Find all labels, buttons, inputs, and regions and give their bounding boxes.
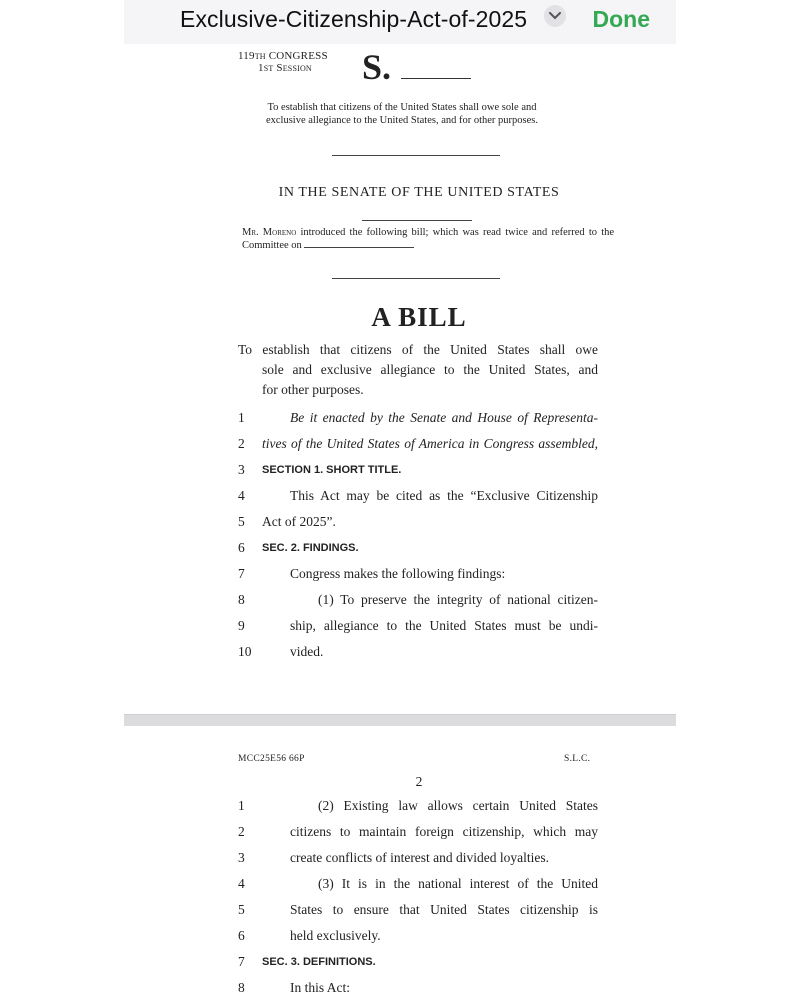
introduction-rest: introduced the following bill; which was read twice and referred to the Committee on: [242, 227, 615, 251]
section-heading: SEC. 2. FINDINGS.: [262, 542, 359, 554]
line-number: 1: [238, 798, 245, 813]
introduction-text: [242, 226, 614, 252]
sponsor-name: Mr. Moreno: [242, 227, 297, 238]
committee-blank: [304, 247, 414, 248]
right-margin: [676, 0, 800, 1000]
line-number: 1: [238, 410, 245, 425]
line-number: 2: [238, 436, 245, 451]
line-number: 3: [238, 850, 245, 865]
enacting-clause-line: tives of the United States of America in Congress assembled,: [262, 436, 598, 451]
long-title-line: sole and exclusive allegiance to the United States, and: [262, 362, 598, 377]
line-number: 6: [238, 928, 245, 943]
section-heading: SECTION 1. SHORT TITLE.: [262, 464, 402, 476]
text-line: citizens to maintain foreign citizenship, which may: [290, 824, 598, 839]
text-line: Congress makes the following findings:: [290, 566, 506, 581]
line-number: 5: [238, 902, 245, 917]
line-number: 4: [238, 876, 245, 891]
text-line: vided.: [290, 644, 324, 659]
line-number: 8: [238, 980, 245, 995]
divider: [332, 278, 500, 279]
page-number: 2: [415, 774, 423, 789]
line-number: 3: [238, 462, 245, 477]
text-line: This Act may be cited as the “Exclusive Citizenship: [290, 488, 598, 503]
line-number: 6: [238, 540, 245, 555]
line-number: 10: [238, 644, 252, 659]
line-number: 8: [238, 592, 245, 607]
text-line: Act of 2025”.: [262, 514, 336, 529]
text-line: (2) Existing law allows certain United States: [318, 798, 598, 813]
text-line: create conflicts of interest and divided loyalties.: [290, 850, 550, 865]
congress-number: 119th CONGRESS: [238, 50, 328, 62]
line-number: 2: [238, 824, 245, 839]
viewer-toolbar: [124, 0, 676, 45]
congress-label: [238, 50, 328, 74]
document-page-1: [124, 44, 676, 714]
line-number: 5: [238, 514, 245, 529]
bill-number: S.: [362, 47, 392, 87]
text-line: States to ensure that United States citizenship is: [290, 902, 598, 917]
done-button[interactable]: Done: [592, 6, 650, 32]
text-line: ship, allegiance to the United States must be undi-: [290, 618, 598, 633]
bill-heading: A BILL: [371, 302, 467, 332]
bill-number-blank: [401, 78, 471, 79]
page-header-right: S.L.C.: [564, 754, 591, 764]
purpose-statement: To establish that citizens of the United States shall owe sole and exclusive allegiance to the United States, and for other purposes.: [265, 102, 539, 126]
text-line: (1) To preserve the integrity of national citizen-: [318, 592, 598, 607]
divider: [362, 220, 472, 221]
line-number: 4: [238, 488, 245, 503]
long-title: [238, 340, 598, 400]
line-number: 9: [238, 618, 245, 633]
text-line: held exclusively.: [290, 928, 381, 943]
senate-heading: IN THE SENATE OF THE UNITED STATES: [278, 185, 560, 200]
page-header-left: MCC25E56 66P: [238, 754, 305, 764]
left-margin: [0, 0, 124, 1000]
text-line: In this Act:: [290, 980, 350, 995]
title-menu-chevron-icon[interactable]: [544, 5, 566, 27]
line-number: 7: [238, 566, 245, 581]
section-heading: SEC. 3. DEFINITIONS.: [262, 956, 376, 968]
text-line: (3) It is in the national interest of the United: [318, 876, 598, 891]
session-label: 1st Session: [258, 62, 312, 74]
long-title-line: To establish that citizens of the United States shall owe: [238, 342, 598, 357]
line-number: 7: [238, 954, 245, 969]
enacting-clause-line: Be it enacted by the Senate and House of Representa-: [290, 410, 598, 425]
divider: [332, 155, 500, 156]
document-title[interactable]: Exclusive-Citizenship-Act-of-2025: [180, 6, 528, 32]
document-page-2: [124, 726, 676, 1000]
long-title-line: for other purposes.: [262, 382, 364, 397]
